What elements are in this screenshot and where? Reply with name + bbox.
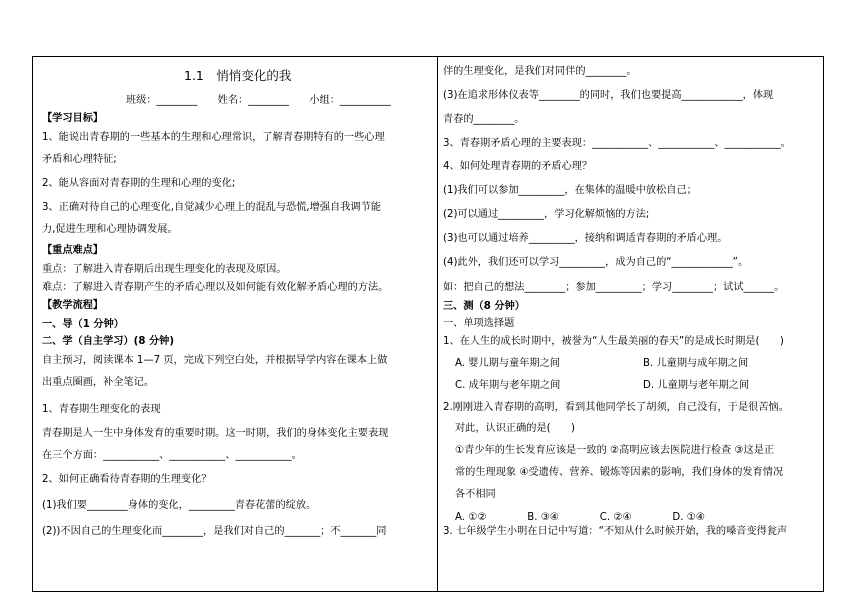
column-divider	[437, 56, 438, 592]
question-1-text-2: 在三个方面：___________、___________、___________。	[42, 450, 302, 461]
flow-heading: 【教学流程】	[42, 300, 104, 311]
key-point: 重点：了解进入青春期后出现生理变化的表现及原因。	[42, 264, 287, 275]
question-1-text-1: 青春期是人一生中身体发育的重要时期。这一时期，我们的身体变化主要表现	[42, 428, 389, 439]
question-2-item-2-cont: 伴的生理变化，是我们对同伴的________。	[443, 66, 637, 77]
question-4-item-1: (1)我们可以参加_________，在集体的温暖中放松自己；	[443, 185, 697, 196]
mc-question-1: 1、在人生的成长时期中，被誉为“人生最美丽的春天”的是成长时期是( )	[443, 336, 784, 347]
goals-heading: 【学习目标】	[42, 113, 104, 124]
mc-question-3: 3. 七年级学生小明在日记中写道：“不知从什么时候开始，我的嗓音变得瓮声	[443, 526, 788, 537]
mc-2-statement-1: ①青少年的生长发育应该是一致的 ②高明应该去医院进行检查 ③这是正	[455, 445, 775, 456]
mc-question-2-line-2: 对此，认识正确的是( )	[455, 423, 576, 434]
goal-3-line-1: 3、正确对待自己的心理变化,自觉减少心理上的混乱与恐慌,增强自我调节能	[42, 202, 381, 213]
step-1-heading: 一、导（1 分钟）	[42, 319, 124, 330]
mc-1-option-a: A. 婴儿期与童年期之间	[455, 358, 560, 369]
mc-1-option-b: B. 儿童期与成年期之间	[643, 358, 749, 369]
mc-1-option-d: D. 儿童期与老年期之间	[643, 380, 750, 391]
test-heading: 三、测（8 分钟）	[443, 301, 525, 312]
question-2: 2、如何正确看待青春期的生理变化？	[42, 474, 212, 485]
key-points-heading: 【重点难点】	[42, 245, 104, 256]
mc-2-statement-2: 常的生理现象 ④受遗传、营养、锻炼等因素的影响，我们身体的发育情况	[455, 467, 784, 478]
intro-line-1: 自主预习，阅读课本 1—7 页，完成下列空白处，并根据导学内容在课本上做	[42, 355, 388, 366]
lesson-title: 1.1 悄悄变化的我	[184, 68, 292, 83]
mc-1-option-c: C. 成年期与老年期之间	[455, 380, 561, 391]
question-4-item-4: (4)此外，我们还可以学习_________，成为自己的“____________”。	[443, 257, 749, 268]
intro-line-2: 出重点圈画，补全笔记。	[42, 377, 155, 388]
question-4-item-2: (2)可以通过_________，学习化解烦恼的方法;	[443, 209, 650, 220]
question-2-item-3-line-2: 青春的________。	[443, 114, 525, 125]
question-2-item-3-line-1: (3)在追求形体仪表等________的同时，我们也要提高____________，体现	[443, 90, 774, 101]
difficulty: 难点：了解进入青春期产生的矛盾心理以及如何能有效化解矛盾心理的方法。	[42, 282, 389, 293]
goal-2: 2、能从容面对青春期的生理和心理的变化;	[42, 178, 236, 189]
step-2-heading: 二、学（自主学习）(8 分钟)	[42, 336, 175, 347]
mc-question-2-line-1: 2.刚刚进入青春期的高明，看到其他同学长了胡须，自己没有，于是很苦恼。	[443, 402, 789, 413]
question-2-item-1: (1)我们要________身体的变化，_________青春花蕾的绽放。	[42, 500, 317, 511]
question-2-item-2: (2))不因自己的生理变化而________，是我们对自己的_______；不_______同	[42, 526, 387, 537]
question-1: 1、青春期生理变化的表现	[42, 404, 161, 415]
mc-2-statement-3: 各不相同	[455, 489, 496, 500]
goal-3-line-2: 力,促进生理和心理协调发展。	[42, 224, 178, 235]
single-choice-heading: 一、单项选择题	[443, 318, 515, 329]
example-line: 如：把自己的想法________；参加_________；学习________；试试______。	[443, 282, 785, 293]
goal-1-line-1: 1、能说出青春期的一些基本的生理和心理常识，了解青春期特有的一些心理	[42, 132, 385, 143]
question-4: 4、如何处理青春期的矛盾心理？	[443, 161, 593, 172]
question-4-item-3: (3)也可以通过培养_________，接纳和调适青春期的矛盾心理。	[443, 233, 728, 244]
student-info-fields: 班级：________ 姓名：________ 小组：__________	[126, 95, 391, 106]
mc-2-options: A. ①② B. ③④ C. ②④ D. ①④	[455, 512, 705, 523]
question-3: 3、青春期矛盾心理的主要表现：___________、___________、___________。	[443, 138, 791, 149]
goal-1-line-2: 矛盾和心理特征;	[42, 154, 117, 165]
